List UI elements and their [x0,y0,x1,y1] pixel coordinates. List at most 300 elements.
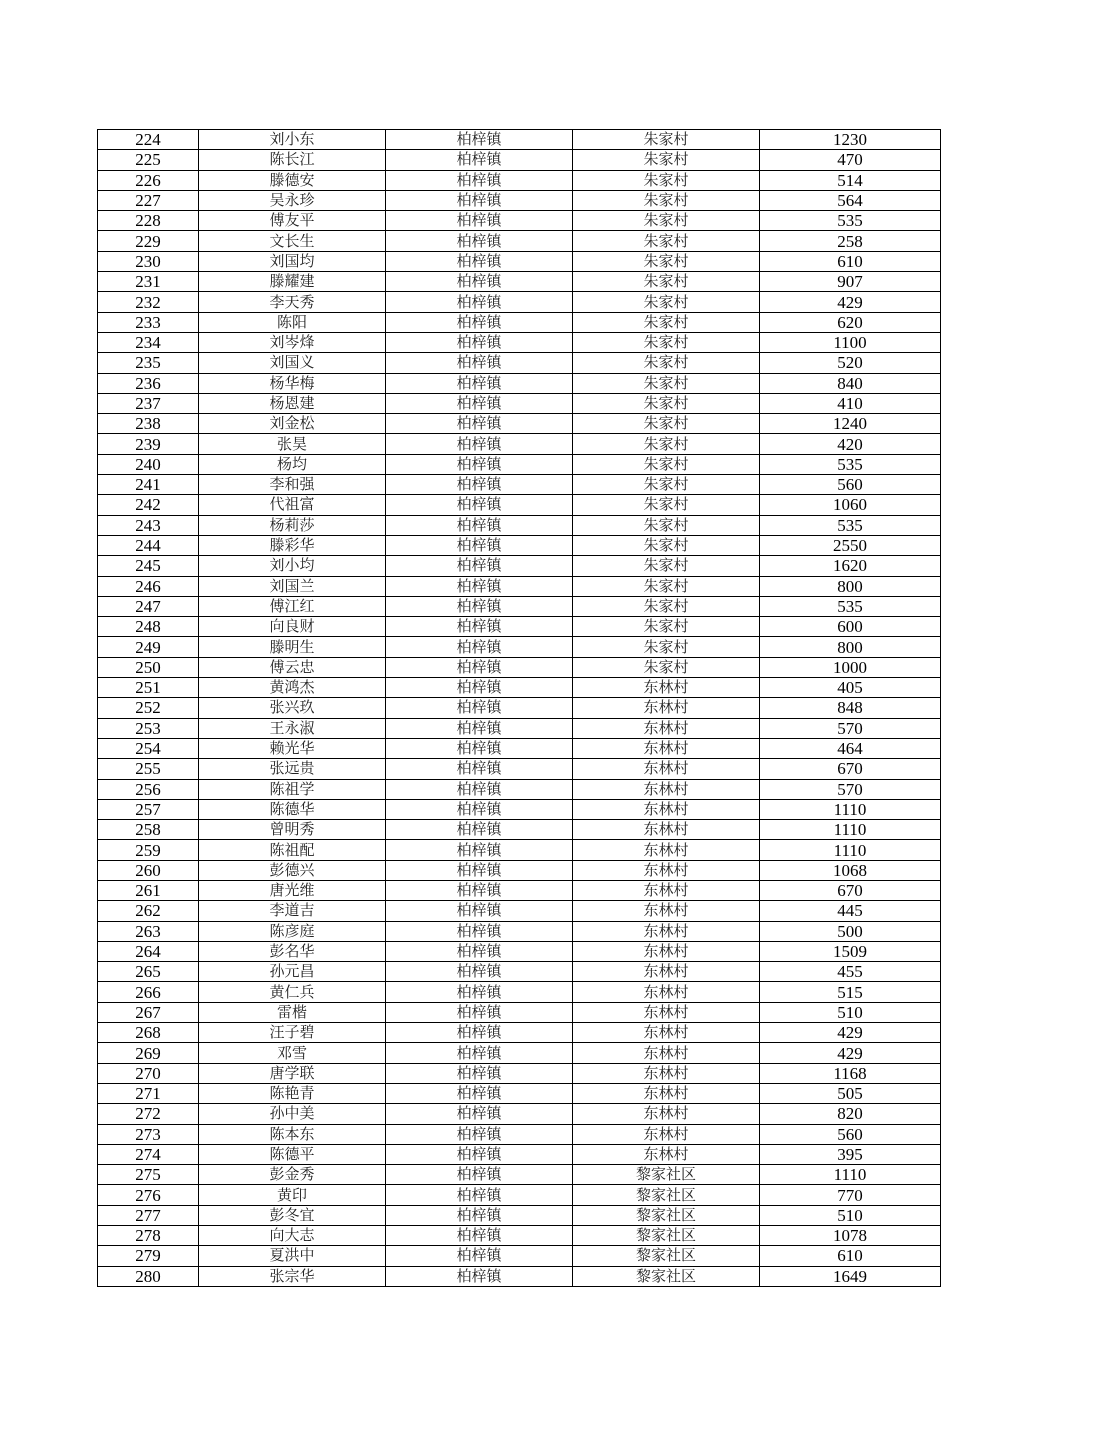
village-cell: 东林村 [573,698,760,718]
row-number-cell: 230 [98,251,199,271]
amount-cell: 429 [760,1043,941,1063]
name-cell: 刘岑烽 [199,332,386,352]
village-cell: 东林村 [573,840,760,860]
table-row [98,150,941,170]
amount-cell: 770 [760,1185,941,1205]
name-cell: 李和强 [199,475,386,495]
town-cell: 柏梓镇 [386,698,573,718]
village-cell: 东林村 [573,1023,760,1043]
name-cell: 陈德平 [199,1144,386,1164]
row-number-cell: 272 [98,1104,199,1124]
town-cell: 柏梓镇 [386,799,573,819]
village-cell: 朱家村 [573,190,760,210]
amount-cell: 800 [760,637,941,657]
table-row [98,840,941,860]
town-cell: 柏梓镇 [386,678,573,698]
amount-cell: 455 [760,962,941,982]
town-cell: 柏梓镇 [386,434,573,454]
name-cell: 文长生 [199,231,386,251]
amount-cell: 610 [760,1246,941,1266]
amount-cell: 564 [760,190,941,210]
row-number-cell: 271 [98,1083,199,1103]
row-number-cell: 238 [98,414,199,434]
table-row [98,556,941,576]
table-row [98,475,941,495]
row-number-cell: 224 [98,130,199,150]
table-row [98,759,941,779]
row-number-cell: 260 [98,860,199,880]
name-cell: 夏洪中 [199,1246,386,1266]
village-cell: 朱家村 [573,393,760,413]
row-number-cell: 255 [98,759,199,779]
amount-cell: 670 [760,880,941,900]
town-cell: 柏梓镇 [386,901,573,921]
town-cell: 柏梓镇 [386,292,573,312]
name-cell: 王永淑 [199,718,386,738]
table-body [98,130,941,1287]
name-cell: 陈艳青 [199,1083,386,1103]
village-cell: 黎家社区 [573,1165,760,1185]
table-row [98,190,941,210]
row-number-cell: 253 [98,718,199,738]
table-row [98,353,941,373]
row-number-cell: 264 [98,941,199,961]
village-cell: 东林村 [573,1063,760,1083]
amount-cell: 535 [760,596,941,616]
village-cell: 黎家社区 [573,1246,760,1266]
town-cell: 柏梓镇 [386,556,573,576]
row-number-cell: 265 [98,962,199,982]
name-cell: 傅友平 [199,211,386,231]
row-number-cell: 225 [98,150,199,170]
name-cell: 刘国均 [199,251,386,271]
village-cell: 东林村 [573,738,760,758]
row-number-cell: 231 [98,272,199,292]
row-number-cell: 275 [98,1165,199,1185]
table-row [98,1246,941,1266]
table-row [98,779,941,799]
name-cell: 陈阳 [199,312,386,332]
name-cell: 黄仁兵 [199,982,386,1002]
village-cell: 黎家社区 [573,1205,760,1225]
table-row [98,941,941,961]
town-cell: 柏梓镇 [386,170,573,190]
amount-cell: 570 [760,718,941,738]
name-cell: 彭德兴 [199,860,386,880]
village-cell: 朱家村 [573,373,760,393]
town-cell: 柏梓镇 [386,211,573,231]
name-cell: 彭名华 [199,941,386,961]
table-row [98,292,941,312]
row-number-cell: 277 [98,1205,199,1225]
name-cell: 陈彦庭 [199,921,386,941]
town-cell: 柏梓镇 [386,272,573,292]
table-row [98,130,941,150]
town-cell: 柏梓镇 [386,393,573,413]
name-cell: 杨莉莎 [199,515,386,535]
row-number-cell: 259 [98,840,199,860]
village-cell: 朱家村 [573,657,760,677]
row-number-cell: 227 [98,190,199,210]
town-cell: 柏梓镇 [386,617,573,637]
name-cell: 向良财 [199,617,386,637]
amount-cell: 560 [760,475,941,495]
amount-cell: 410 [760,393,941,413]
table-row [98,901,941,921]
name-cell: 刘国兰 [199,576,386,596]
amount-cell: 907 [760,272,941,292]
row-number-cell: 250 [98,657,199,677]
table-row [98,251,941,271]
village-cell: 东林村 [573,678,760,698]
name-cell: 傅江红 [199,596,386,616]
name-cell: 黄鸿杰 [199,678,386,698]
village-cell: 东林村 [573,860,760,880]
name-cell: 傅云忠 [199,657,386,677]
table-row [98,698,941,718]
name-cell: 刘金松 [199,414,386,434]
village-cell: 朱家村 [573,556,760,576]
table-row [98,272,941,292]
name-cell: 陈德华 [199,799,386,819]
village-cell: 朱家村 [573,475,760,495]
amount-cell: 1110 [760,799,941,819]
village-cell: 朱家村 [573,231,760,251]
row-number-cell: 241 [98,475,199,495]
name-cell: 张昊 [199,434,386,454]
town-cell: 柏梓镇 [386,880,573,900]
table-row [98,1165,941,1185]
row-number-cell: 233 [98,312,199,332]
table-row [98,231,941,251]
table-row [98,738,941,758]
town-cell: 柏梓镇 [386,495,573,515]
town-cell: 柏梓镇 [386,860,573,880]
amount-cell: 1078 [760,1226,941,1246]
amount-cell: 560 [760,1124,941,1144]
amount-cell: 1509 [760,941,941,961]
town-cell: 柏梓镇 [386,596,573,616]
amount-cell: 800 [760,576,941,596]
row-number-cell: 276 [98,1185,199,1205]
amount-cell: 840 [760,373,941,393]
name-cell: 张宗华 [199,1266,386,1286]
town-cell: 柏梓镇 [386,130,573,150]
amount-cell: 464 [760,738,941,758]
name-cell: 陈祖学 [199,779,386,799]
town-cell: 柏梓镇 [386,637,573,657]
village-cell: 东林村 [573,1043,760,1063]
town-cell: 柏梓镇 [386,251,573,271]
row-number-cell: 256 [98,779,199,799]
village-cell: 朱家村 [573,130,760,150]
amount-cell: 570 [760,779,941,799]
row-number-cell: 234 [98,332,199,352]
town-cell: 柏梓镇 [386,231,573,251]
village-cell: 东林村 [573,880,760,900]
table-row [98,637,941,657]
village-cell: 东林村 [573,1083,760,1103]
town-cell: 柏梓镇 [386,475,573,495]
row-number-cell: 261 [98,880,199,900]
table-row [98,718,941,738]
name-cell: 李道吉 [199,901,386,921]
row-number-cell: 242 [98,495,199,515]
row-number-cell: 254 [98,738,199,758]
amount-cell: 1000 [760,657,941,677]
village-cell: 东林村 [573,779,760,799]
village-cell: 东林村 [573,1104,760,1124]
name-cell: 黄印 [199,1185,386,1205]
name-cell: 滕德安 [199,170,386,190]
village-cell: 朱家村 [573,535,760,555]
town-cell: 柏梓镇 [386,1023,573,1043]
table-row [98,820,941,840]
town-cell: 柏梓镇 [386,779,573,799]
town-cell: 柏梓镇 [386,535,573,555]
table-row [98,515,941,535]
village-cell: 朱家村 [573,251,760,271]
village-cell: 东林村 [573,962,760,982]
table-row [98,535,941,555]
row-number-cell: 245 [98,556,199,576]
village-cell: 东林村 [573,1124,760,1144]
name-cell: 邓雪 [199,1043,386,1063]
row-number-cell: 247 [98,596,199,616]
row-number-cell: 248 [98,617,199,637]
town-cell: 柏梓镇 [386,941,573,961]
row-number-cell: 267 [98,1002,199,1022]
name-cell: 张兴玖 [199,698,386,718]
row-number-cell: 269 [98,1043,199,1063]
table-row [98,434,941,454]
town-cell: 柏梓镇 [386,657,573,677]
name-cell: 李天秀 [199,292,386,312]
name-cell: 代祖富 [199,495,386,515]
town-cell: 柏梓镇 [386,515,573,535]
town-cell: 柏梓镇 [386,982,573,1002]
name-cell: 彭金秀 [199,1165,386,1185]
row-number-cell: 262 [98,901,199,921]
amount-cell: 670 [760,759,941,779]
name-cell: 孙中美 [199,1104,386,1124]
village-cell: 东林村 [573,1144,760,1164]
village-cell: 朱家村 [573,272,760,292]
village-cell: 朱家村 [573,211,760,231]
town-cell: 柏梓镇 [386,1266,573,1286]
village-cell: 黎家社区 [573,1185,760,1205]
town-cell: 柏梓镇 [386,1104,573,1124]
table-row [98,1043,941,1063]
table-row [98,799,941,819]
row-number-cell: 232 [98,292,199,312]
row-number-cell: 274 [98,1144,199,1164]
village-cell: 朱家村 [573,414,760,434]
row-number-cell: 270 [98,1063,199,1083]
amount-cell: 1649 [760,1266,941,1286]
table-row [98,1205,941,1225]
table-row [98,982,941,1002]
amount-cell: 520 [760,353,941,373]
town-cell: 柏梓镇 [386,1185,573,1205]
amount-cell: 1230 [760,130,941,150]
name-cell: 刘国义 [199,353,386,373]
name-cell: 杨均 [199,454,386,474]
row-number-cell: 263 [98,921,199,941]
amount-cell: 2550 [760,535,941,555]
amount-cell: 515 [760,982,941,1002]
village-cell: 东林村 [573,1002,760,1022]
village-cell: 东林村 [573,718,760,738]
amount-cell: 535 [760,515,941,535]
name-cell: 陈长江 [199,150,386,170]
village-cell: 黎家社区 [573,1266,760,1286]
row-number-cell: 266 [98,982,199,1002]
village-cell: 朱家村 [573,292,760,312]
row-number-cell: 236 [98,373,199,393]
table-row [98,373,941,393]
row-number-cell: 243 [98,515,199,535]
town-cell: 柏梓镇 [386,312,573,332]
name-cell: 陈本东 [199,1124,386,1144]
table-row [98,1144,941,1164]
name-cell: 刘小东 [199,130,386,150]
name-cell: 杨华梅 [199,373,386,393]
row-number-cell: 246 [98,576,199,596]
row-number-cell: 249 [98,637,199,657]
table-row [98,211,941,231]
village-cell: 朱家村 [573,170,760,190]
row-number-cell: 229 [98,231,199,251]
town-cell: 柏梓镇 [386,454,573,474]
amount-cell: 500 [760,921,941,941]
table-row [98,1266,941,1286]
table-row [98,332,941,352]
row-number-cell: 268 [98,1023,199,1043]
town-cell: 柏梓镇 [386,1165,573,1185]
amount-cell: 1168 [760,1063,941,1083]
row-number-cell: 257 [98,799,199,819]
town-cell: 柏梓镇 [386,1205,573,1225]
village-cell: 东林村 [573,921,760,941]
name-cell: 张远贵 [199,759,386,779]
row-number-cell: 244 [98,535,199,555]
town-cell: 柏梓镇 [386,1246,573,1266]
table-row [98,1063,941,1083]
row-number-cell: 279 [98,1246,199,1266]
row-number-cell: 239 [98,434,199,454]
name-cell: 杨恩建 [199,393,386,413]
table-row [98,880,941,900]
village-cell: 朱家村 [573,312,760,332]
name-cell: 唐学联 [199,1063,386,1083]
table-row [98,414,941,434]
amount-cell: 514 [760,170,941,190]
amount-cell: 1060 [760,495,941,515]
amount-cell: 1100 [760,332,941,352]
row-number-cell: 258 [98,820,199,840]
village-cell: 朱家村 [573,495,760,515]
village-cell: 朱家村 [573,434,760,454]
row-number-cell: 240 [98,454,199,474]
village-cell: 朱家村 [573,454,760,474]
row-number-cell: 235 [98,353,199,373]
name-cell: 曾明秀 [199,820,386,840]
amount-cell: 620 [760,312,941,332]
amount-cell: 1620 [760,556,941,576]
amount-cell: 510 [760,1205,941,1225]
village-cell: 朱家村 [573,576,760,596]
name-cell: 吴永珍 [199,190,386,210]
amount-cell: 1110 [760,820,941,840]
village-cell: 朱家村 [573,596,760,616]
town-cell: 柏梓镇 [386,1043,573,1063]
village-cell: 东林村 [573,901,760,921]
amount-cell: 535 [760,454,941,474]
town-cell: 柏梓镇 [386,962,573,982]
name-cell: 唐光维 [199,880,386,900]
town-cell: 柏梓镇 [386,373,573,393]
table-row [98,1083,941,1103]
town-cell: 柏梓镇 [386,150,573,170]
table-row [98,393,941,413]
village-cell: 东林村 [573,820,760,840]
name-cell: 汪子碧 [199,1023,386,1043]
town-cell: 柏梓镇 [386,1144,573,1164]
amount-cell: 610 [760,251,941,271]
town-cell: 柏梓镇 [386,759,573,779]
name-cell: 向大志 [199,1226,386,1246]
table-row [98,495,941,515]
table-row [98,596,941,616]
amount-cell: 470 [760,150,941,170]
town-cell: 柏梓镇 [386,190,573,210]
name-cell: 刘小均 [199,556,386,576]
village-cell: 朱家村 [573,150,760,170]
table-row [98,576,941,596]
amount-cell: 1068 [760,860,941,880]
village-cell: 东林村 [573,799,760,819]
table-row [98,1104,941,1124]
town-cell: 柏梓镇 [386,1226,573,1246]
town-cell: 柏梓镇 [386,353,573,373]
data-table [97,129,941,1287]
amount-cell: 429 [760,1023,941,1043]
table-row [98,921,941,941]
village-cell: 东林村 [573,759,760,779]
table-row [98,1226,941,1246]
name-cell: 陈祖配 [199,840,386,860]
row-number-cell: 251 [98,678,199,698]
town-cell: 柏梓镇 [386,576,573,596]
row-number-cell: 228 [98,211,199,231]
village-cell: 东林村 [573,982,760,1002]
village-cell: 东林村 [573,941,760,961]
town-cell: 柏梓镇 [386,1002,573,1022]
table-row [98,454,941,474]
amount-cell: 1110 [760,1165,941,1185]
amount-cell: 820 [760,1104,941,1124]
town-cell: 柏梓镇 [386,738,573,758]
town-cell: 柏梓镇 [386,840,573,860]
amount-cell: 429 [760,292,941,312]
amount-cell: 600 [760,617,941,637]
town-cell: 柏梓镇 [386,332,573,352]
amount-cell: 395 [760,1144,941,1164]
table-row [98,1185,941,1205]
row-number-cell: 237 [98,393,199,413]
name-cell: 孙元昌 [199,962,386,982]
